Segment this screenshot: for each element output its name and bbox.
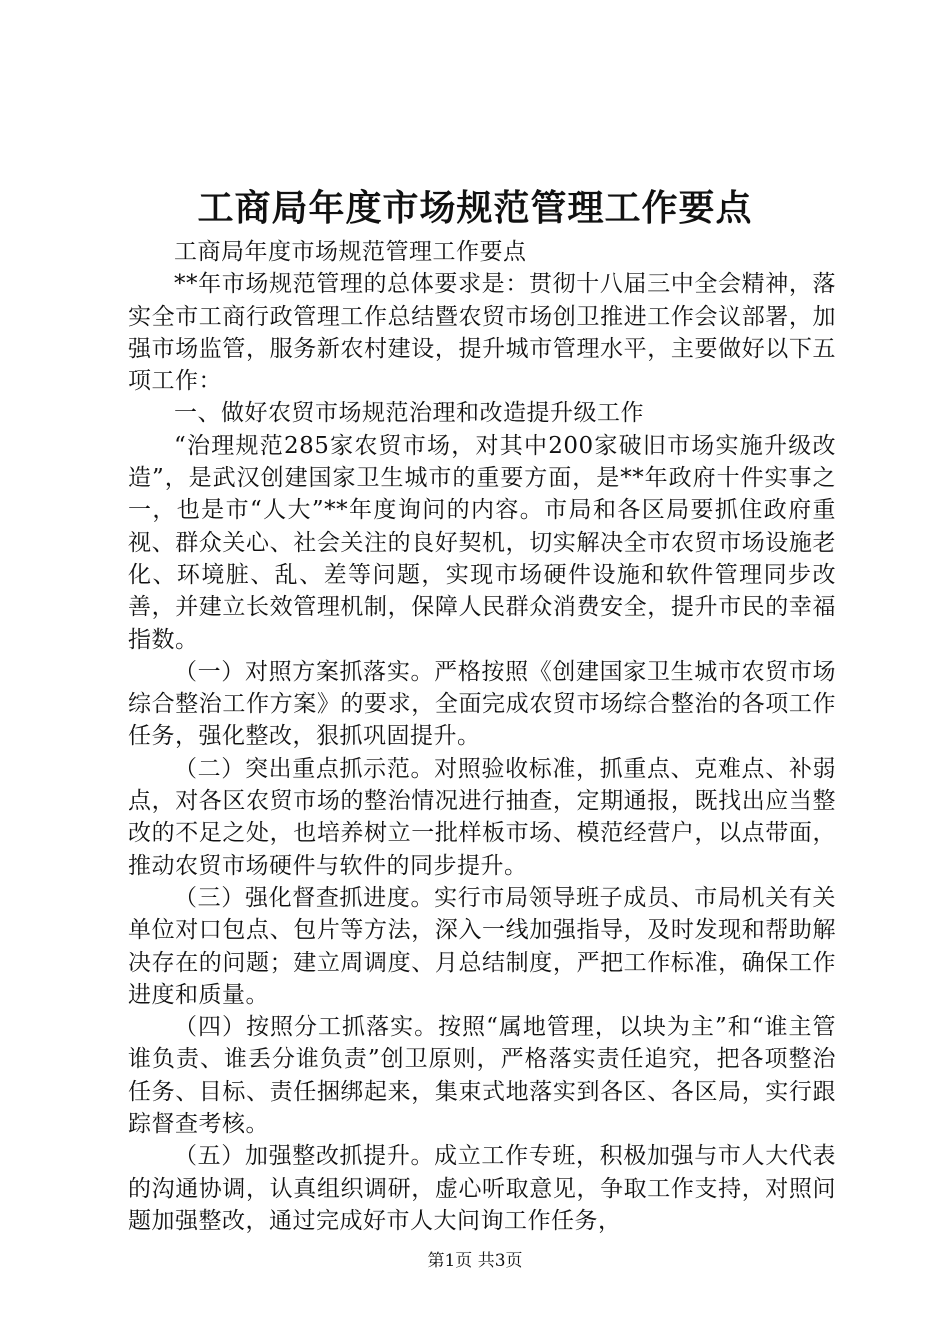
paragraph-item-5: （五）加强整改抓提升。成立工作专班，积极加强与市人大代表的沟通协调，认真组织调研，虚心听取意见，争取工作支持，对照问题加强整改，通过完成好市人大问询工作任务，	[128, 1143, 836, 1234]
paragraph-item-2: （二）突出重点抓示范。对照验收标准，抓重点、克难点、补弱点，对各区农贸市场的整治情况进行抽查，定期通报，既找出应当整改的不足之处，也培养树立一批样板市场、模范经营户，以点带面，推动农贸市场硬件与软件的同步提升。	[128, 755, 836, 879]
paragraph-section-1-intro: “治理规范285家农贸市场，对其中200家破旧市场实施升级改造”，是武汉创建国家卫生城市的重要方面，是**年政府十件实事之一，也是市“人大”**年度询问的内容。市局和各区局要抓住政府重视、群众关心、社会关注的良好契机，切实解决全市农贸市场设施老化、环境脏、乱、差等问题，实现市场硬件设施和软件管理同步改善，并建立长效管理机制，保障人民群众消费安全，提升市民的幸福指数。	[128, 432, 836, 653]
paragraph-item-1: （一）对照方案抓落实。严格按照《创建国家卫生城市农贸市场综合整治工作方案》的要求，全面完成农贸市场综合整治的各项工作任务，强化整改，狠抓巩固提升。	[128, 658, 836, 750]
section-heading-1: 一、做好农贸市场规范治理和改造提升级工作	[174, 400, 644, 427]
paragraph-overview: **年市场规范管理的总体要求是：贯彻十八届三中全会精神，落实全市工商行政管理工作总结暨农贸市场创卫推进工作会议部署，加强市场监管，服务新农村建设，提升城市管理水平，主要做好以下五项工作：	[128, 271, 836, 395]
paragraph-item-3: （三）强化督查抓进度。实行市局领导班子成员、市局机关有关单位对口包点、包片等方法，深入一线加强指导，及时发现和帮助解决存在的问题；建立周调度、月总结制度，严把工作标准，确保工作进度和质量。	[128, 884, 836, 1008]
document-body	[128, 236, 836, 1237]
document-title: 工商局年度市场规范管理工作要点	[197, 187, 753, 229]
page-number-footer: 第1页 共3页	[427, 1251, 523, 1271]
paragraph-item-4: （四）按照分工抓落实。按照“属地管理，以块为主”和“谁主管谁负责、谁丢分谁负责”创卫原则，严格落实责任追究，把各项整治任务、目标、责任捆绑起来，集束式地落实到各区、各区局，实行跟踪督查考核。	[128, 1014, 836, 1138]
paragraph-subtitle: 工商局年度市场规范管理工作要点	[174, 239, 527, 265]
